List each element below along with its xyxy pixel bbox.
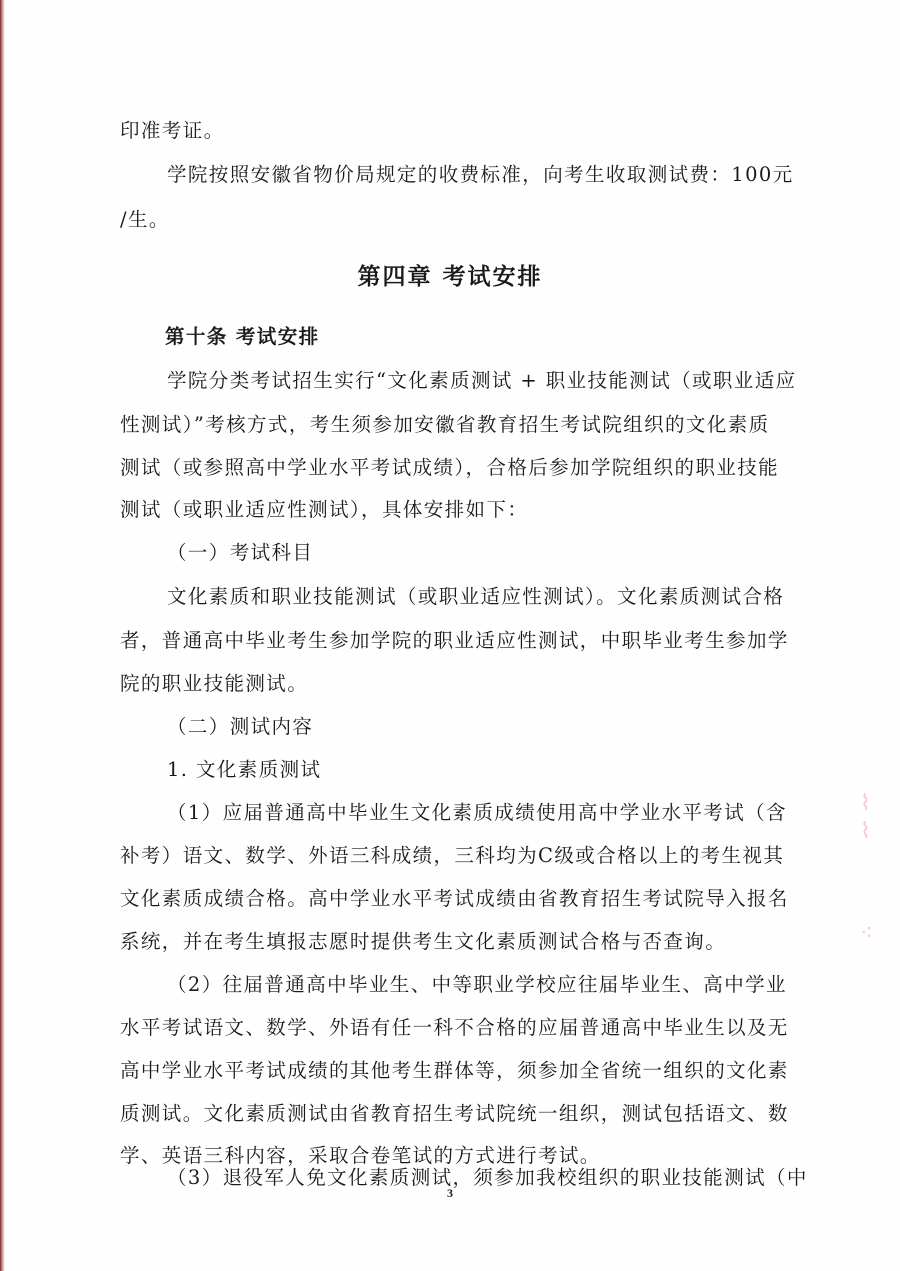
- stamp-bleed-mark: ⁖: [860, 921, 873, 946]
- text-line: 印准考证。: [120, 119, 225, 142]
- subsection-heading: 1. 文化素质测试: [167, 758, 322, 781]
- chapter-title: 第四章 考试安排: [357, 263, 543, 290]
- text-line: 性测试）”考核方式，考生须参加安徽省教育招生考试院组织的文化素质: [120, 413, 770, 436]
- text-line: 学院分类考试招生实行“文化素质测试 + 职业技能测试（或职业适应: [167, 369, 797, 392]
- text-line: （2）往届普通高中毕业生、中等职业学校应往届毕业生、高中学业: [167, 973, 787, 996]
- stamp-bleed-mark: ⌇ ⌇: [860, 791, 871, 844]
- text-line: 文化素质和职业技能测试（或职业适应性测试）。文化素质测试合格: [167, 585, 785, 608]
- text-line: 补考）语文、数学、外语三科成绩，三科均为C级或合格以上的考生视其: [120, 844, 785, 867]
- page-number: 3: [447, 1186, 453, 1200]
- article-heading: 第十条 考试安排: [165, 325, 320, 348]
- text-line: 水平考试语文、数学、外语有任一科不合格的应届普通高中毕业生以及无: [120, 1016, 789, 1039]
- text-line: 学院按照安徽省物价局规定的收费标准，向考生收取测试费：100元: [167, 163, 794, 186]
- text-line: 文化素质成绩合格。高中学业水平考试成绩由省教育招生考试院导入报名: [120, 887, 789, 910]
- text-line: 者，普通高中毕业考生参加学院的职业适应性测试，中职毕业考生参加学: [120, 629, 789, 652]
- section-heading: （二）测试内容: [167, 715, 314, 738]
- text-line: 学、英语三科内容，采取合卷笔试的方式进行考试。: [120, 1144, 601, 1167]
- text-line: （1）应届普通高中毕业生文化素质成绩使用高中学业水平考试（含: [167, 801, 787, 824]
- text-line: 质测试。文化素质测试由省教育招生考试院统一组织，测试包括语文、数: [120, 1102, 789, 1125]
- text-line: /生。: [120, 208, 170, 231]
- text-line: 测试（或参照高中学业水平考试成绩），合格后参加学院组织的职业技能: [120, 456, 780, 479]
- text-line: （3）退役军人免文化素质测试，须参加我校组织的职业技能测试（中: [167, 1166, 808, 1189]
- section-heading: （一）考试科目: [167, 541, 314, 564]
- text-line: 测试（或职业适应性测试），具体安排如下：: [120, 498, 529, 521]
- text-line: 高中学业水平考试成绩的其他考生群体等，须参加全省统一组织的文化素: [120, 1059, 789, 1082]
- text-line: 系统，并在考生填报志愿时提供考生文化素质测试合格与否查询。: [120, 930, 727, 953]
- scan-edge: [0, 0, 5, 1271]
- text-line: 院的职业技能测试。: [120, 672, 309, 695]
